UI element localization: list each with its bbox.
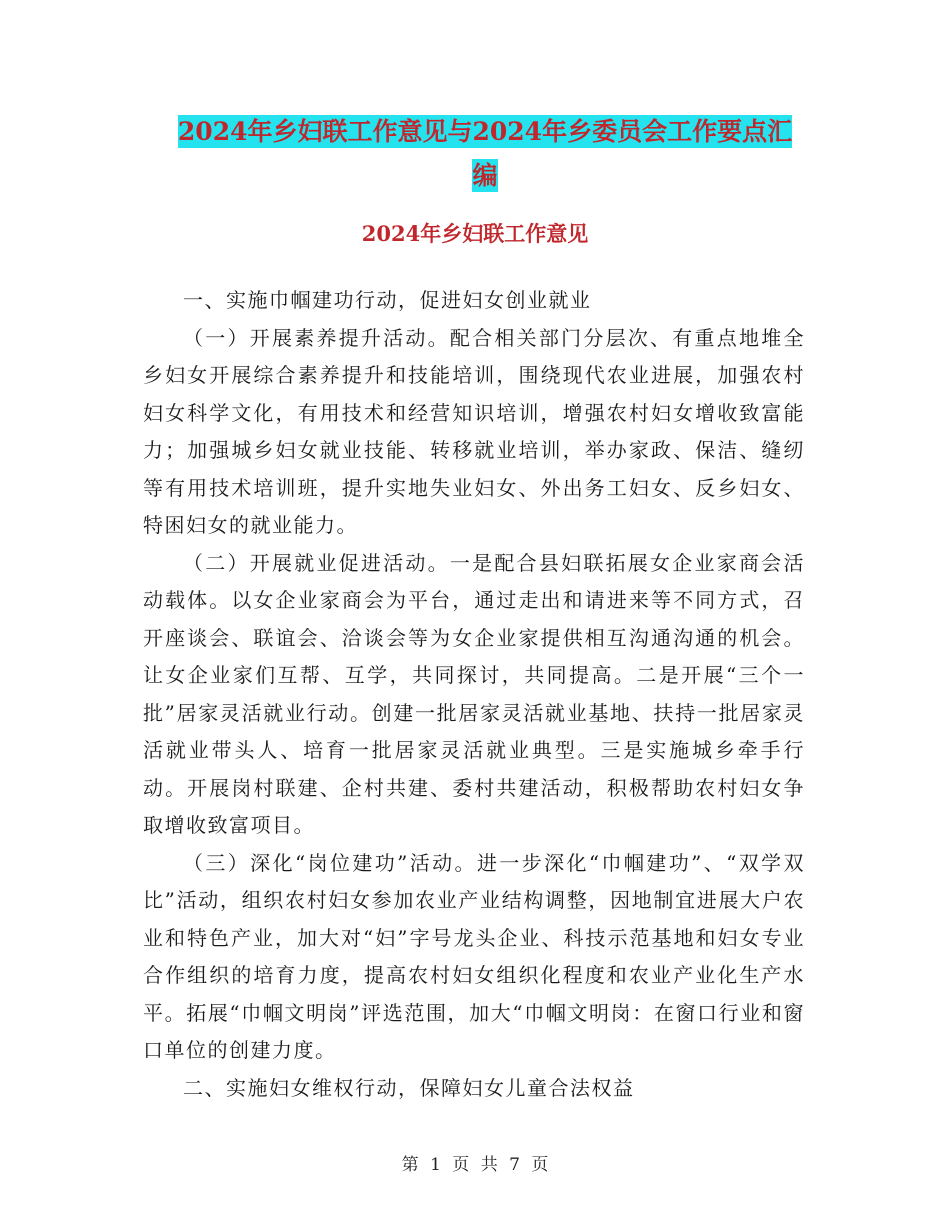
- heading-section-2: 二、实施妇女维权行动，保障妇女儿童合法权益: [183, 1075, 635, 1100]
- paragraph-3: （三）深化“岗位建功”活动。进一步深化“巾帼建功”、“双学双比”活动，组织农村妇女参加农业产业结构调整，因地制宜进展大户农业和特色产业，加大对“妇”字号龙头企业、科技示范基地和妇女专业合作组织的培育力度，提高农村妇女组织化程度和农业产业化生产水平。拓展“巾帼文明岗”评选范围，加大“巾帼文明岗：在窗口行业和窗口单位的创建力度。: [143, 850, 805, 1062]
- paragraph-2: （二）开展就业促进活动。一是配合县妇联拓展女企业家商会活动载体。以女企业家商会为平台，通过走出和请进来等不同方式，召开座谈会、联谊会、洽谈会等为女企业家提供相互沟通沟通的机会。让女企业家们互帮、互学，共同探讨，共同提高。二是开展“三个一批”居家灵活就业行动。创建一批居家灵活就业基地、扶持一批居家灵活就业带头人、培育一批居家灵活就业典型。三是实施城乡牵手行动。开展岗村联建、企村共建、委村共建活动，积极帮助农村妇女争取增收致富项目。: [143, 550, 805, 837]
- document-body: [143, 282, 805, 1107]
- paragraph-1: （一）开展素养提升活动。配合相关部门分层次、有重点地堆全乡妇女开展综合素养提升和技能培训，围绕现代农业进展，加强农村妇女科学文化，有用技术和经营知识培训，增强农村妇女增收致富能力；加强城乡妇女就业技能、转移就业培训，举办家政、保洁、缝纫等有用技术培训班，提升实地失业妇女、外出务工妇女、反乡妇女、特困妇女的就业能力。: [143, 325, 805, 537]
- heading-section-1: 一、实施巾帼建功行动，促进妇女创业就业: [183, 288, 592, 312]
- document-title-line-1: 2024年乡妇联工作意见与2024年乡委员会工作要点汇: [177, 117, 793, 146]
- document-title-line-2: 编: [472, 161, 498, 190]
- page-number: 第 1 页 共 7 页: [401, 1155, 549, 1175]
- section-title: 2024年乡妇联工作意见: [361, 221, 589, 246]
- document-title: [140, 110, 830, 198]
